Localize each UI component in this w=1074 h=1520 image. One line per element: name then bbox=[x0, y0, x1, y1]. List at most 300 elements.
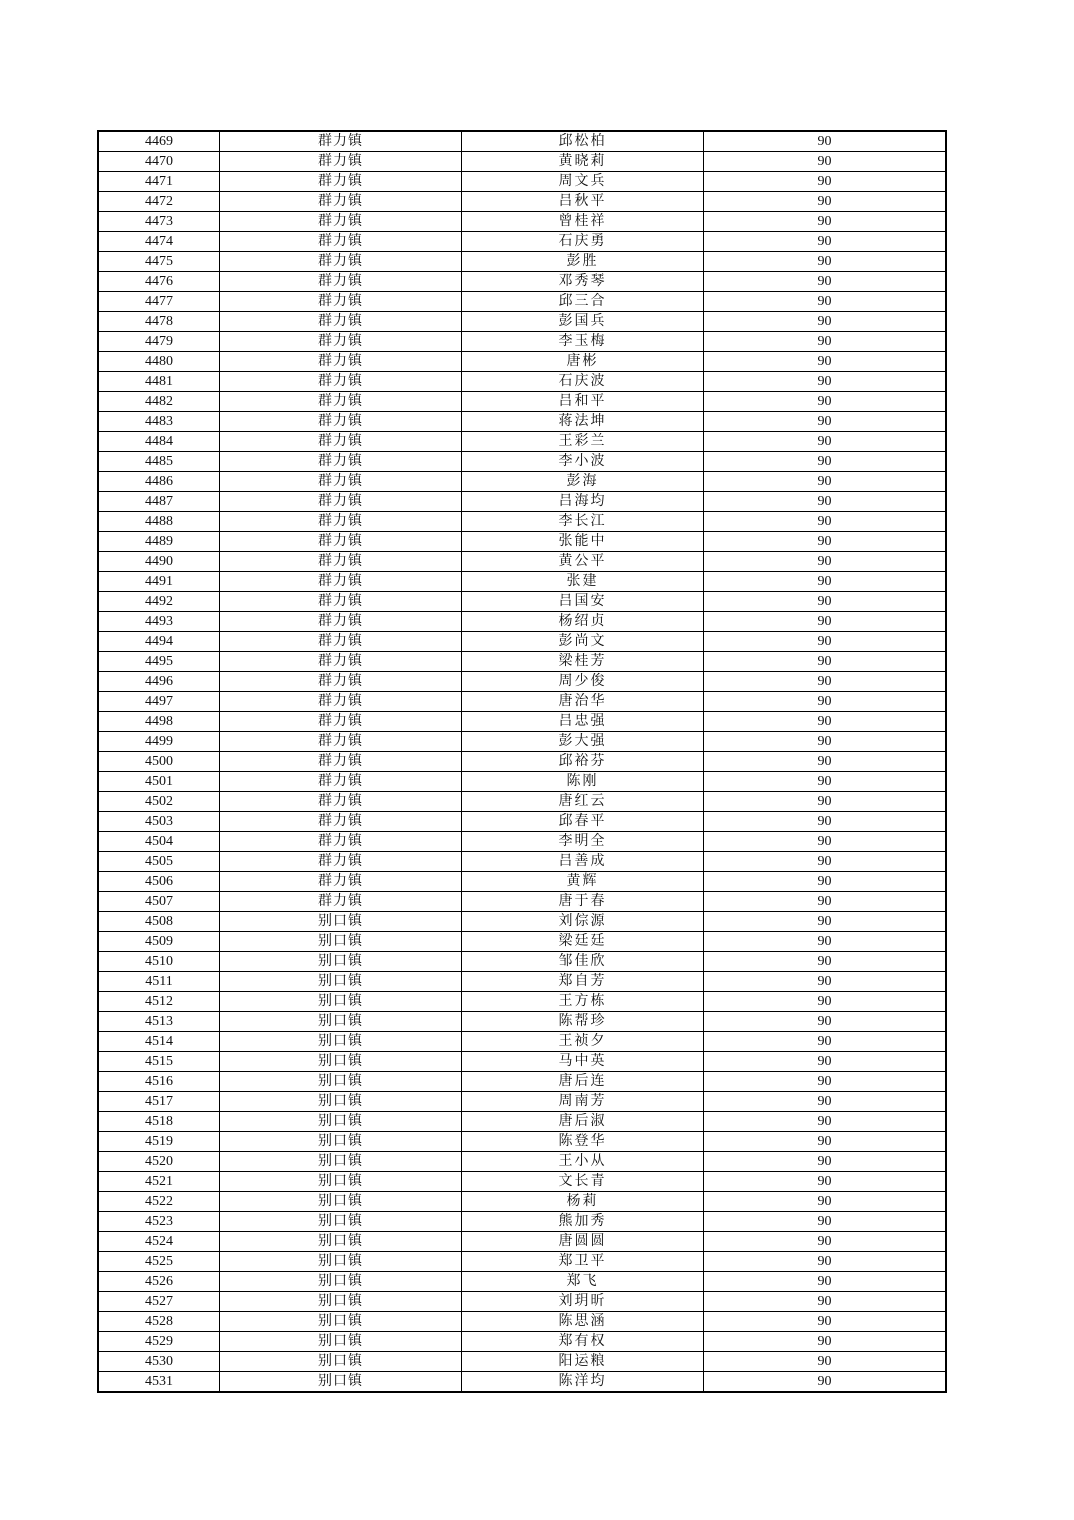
town-cell: 群力镇 bbox=[220, 412, 462, 432]
name-cell: 陈登华 bbox=[462, 1132, 704, 1152]
table-row bbox=[98, 792, 946, 812]
table-row bbox=[98, 1012, 946, 1032]
row-number-cell: 4515 bbox=[98, 1052, 220, 1072]
row-number-cell: 4488 bbox=[98, 512, 220, 532]
value-cell: 90 bbox=[704, 1272, 947, 1292]
table-row bbox=[98, 572, 946, 592]
town-cell: 群力镇 bbox=[220, 712, 462, 732]
town-cell: 别口镇 bbox=[220, 1052, 462, 1072]
name-cell: 吕国安 bbox=[462, 592, 704, 612]
row-number-cell: 4508 bbox=[98, 912, 220, 932]
name-cell: 石庆勇 bbox=[462, 232, 704, 252]
value-cell: 90 bbox=[704, 712, 947, 732]
name-cell: 张能中 bbox=[462, 532, 704, 552]
row-number-cell: 4524 bbox=[98, 1232, 220, 1252]
value-cell: 90 bbox=[704, 932, 947, 952]
town-cell: 群力镇 bbox=[220, 692, 462, 712]
table-row bbox=[98, 952, 946, 972]
town-cell: 别口镇 bbox=[220, 1092, 462, 1112]
table-row bbox=[98, 732, 946, 752]
row-number-cell: 4496 bbox=[98, 672, 220, 692]
row-number-cell: 4507 bbox=[98, 892, 220, 912]
name-cell: 邱松柏 bbox=[462, 131, 704, 152]
table-row bbox=[98, 1332, 946, 1352]
town-cell: 群力镇 bbox=[220, 292, 462, 312]
name-cell: 郑自芳 bbox=[462, 972, 704, 992]
table-row bbox=[98, 1132, 946, 1152]
name-cell: 邱裕芬 bbox=[462, 752, 704, 772]
row-number-cell: 4469 bbox=[98, 131, 220, 152]
value-cell: 90 bbox=[704, 472, 947, 492]
name-cell: 郑卫平 bbox=[462, 1252, 704, 1272]
row-number-cell: 4521 bbox=[98, 1172, 220, 1192]
table-row bbox=[98, 752, 946, 772]
row-number-cell: 4477 bbox=[98, 292, 220, 312]
row-number-cell: 4505 bbox=[98, 852, 220, 872]
table-row bbox=[98, 992, 946, 1012]
row-number-cell: 4497 bbox=[98, 692, 220, 712]
table-row bbox=[98, 152, 946, 172]
value-cell: 90 bbox=[704, 392, 947, 412]
value-cell: 90 bbox=[704, 732, 947, 752]
table-row bbox=[98, 1092, 946, 1112]
name-cell: 张建 bbox=[462, 572, 704, 592]
town-cell: 别口镇 bbox=[220, 1192, 462, 1212]
value-cell: 90 bbox=[704, 992, 947, 1012]
table-row bbox=[98, 1172, 946, 1192]
value-cell: 90 bbox=[704, 552, 947, 572]
table-row bbox=[98, 292, 946, 312]
town-cell: 别口镇 bbox=[220, 1012, 462, 1032]
name-cell: 马中英 bbox=[462, 1052, 704, 1072]
value-cell: 90 bbox=[704, 1192, 947, 1212]
name-cell: 杨莉 bbox=[462, 1192, 704, 1212]
table-row bbox=[98, 972, 946, 992]
value-cell: 90 bbox=[704, 1112, 947, 1132]
value-cell: 90 bbox=[704, 812, 947, 832]
town-cell: 群力镇 bbox=[220, 152, 462, 172]
value-cell: 90 bbox=[704, 852, 947, 872]
row-number-cell: 4513 bbox=[98, 1012, 220, 1032]
value-cell: 90 bbox=[704, 952, 947, 972]
row-number-cell: 4470 bbox=[98, 152, 220, 172]
name-cell: 唐红云 bbox=[462, 792, 704, 812]
town-cell: 群力镇 bbox=[220, 892, 462, 912]
row-number-cell: 4472 bbox=[98, 192, 220, 212]
table-row bbox=[98, 452, 946, 472]
town-cell: 群力镇 bbox=[220, 592, 462, 612]
table-row bbox=[98, 352, 946, 372]
table-row bbox=[98, 1212, 946, 1232]
value-cell: 90 bbox=[704, 232, 947, 252]
table-row bbox=[98, 131, 946, 152]
value-cell: 90 bbox=[704, 772, 947, 792]
value-cell: 90 bbox=[704, 1212, 947, 1232]
value-cell: 90 bbox=[704, 1372, 947, 1393]
name-cell: 黄晓莉 bbox=[462, 152, 704, 172]
row-number-cell: 4484 bbox=[98, 432, 220, 452]
town-cell: 群力镇 bbox=[220, 172, 462, 192]
table-row bbox=[98, 1052, 946, 1072]
table-row bbox=[98, 1032, 946, 1052]
town-cell: 别口镇 bbox=[220, 1112, 462, 1132]
table-row bbox=[98, 812, 946, 832]
table-row bbox=[98, 932, 946, 952]
value-cell: 90 bbox=[704, 752, 947, 772]
row-number-cell: 4526 bbox=[98, 1272, 220, 1292]
town-cell: 别口镇 bbox=[220, 1252, 462, 1272]
name-cell: 刘倧源 bbox=[462, 912, 704, 932]
value-cell: 90 bbox=[704, 272, 947, 292]
row-number-cell: 4531 bbox=[98, 1372, 220, 1393]
value-cell: 90 bbox=[704, 212, 947, 232]
row-number-cell: 4502 bbox=[98, 792, 220, 812]
table-row bbox=[98, 212, 946, 232]
name-cell: 彭胜 bbox=[462, 252, 704, 272]
value-cell: 90 bbox=[704, 632, 947, 652]
town-cell: 别口镇 bbox=[220, 912, 462, 932]
table-row bbox=[98, 492, 946, 512]
town-cell: 群力镇 bbox=[220, 672, 462, 692]
name-cell: 王小从 bbox=[462, 1152, 704, 1172]
table-row bbox=[98, 1292, 946, 1312]
town-cell: 群力镇 bbox=[220, 372, 462, 392]
row-number-cell: 4523 bbox=[98, 1212, 220, 1232]
town-cell: 群力镇 bbox=[220, 852, 462, 872]
town-cell: 群力镇 bbox=[220, 332, 462, 352]
row-number-cell: 4516 bbox=[98, 1072, 220, 1092]
row-number-cell: 4529 bbox=[98, 1332, 220, 1352]
value-cell: 90 bbox=[704, 1352, 947, 1372]
table-row bbox=[98, 272, 946, 292]
town-cell: 别口镇 bbox=[220, 1032, 462, 1052]
table-row bbox=[98, 172, 946, 192]
row-number-cell: 4503 bbox=[98, 812, 220, 832]
name-cell: 唐后连 bbox=[462, 1072, 704, 1092]
town-cell: 群力镇 bbox=[220, 752, 462, 772]
town-cell: 别口镇 bbox=[220, 1292, 462, 1312]
row-number-cell: 4520 bbox=[98, 1152, 220, 1172]
table-row bbox=[98, 1252, 946, 1272]
table-row bbox=[98, 692, 946, 712]
value-cell: 90 bbox=[704, 152, 947, 172]
table-row bbox=[98, 512, 946, 532]
table-row bbox=[98, 1232, 946, 1252]
table-row bbox=[98, 232, 946, 252]
name-cell: 王方栋 bbox=[462, 992, 704, 1012]
name-cell: 周文兵 bbox=[462, 172, 704, 192]
table-row bbox=[98, 332, 946, 352]
value-cell: 90 bbox=[704, 1312, 947, 1332]
value-cell: 90 bbox=[704, 1052, 947, 1072]
roster-table bbox=[97, 130, 947, 1393]
row-number-cell: 4489 bbox=[98, 532, 220, 552]
value-cell: 90 bbox=[704, 172, 947, 192]
row-number-cell: 4494 bbox=[98, 632, 220, 652]
value-cell: 90 bbox=[704, 432, 947, 452]
town-cell: 群力镇 bbox=[220, 792, 462, 812]
row-number-cell: 4528 bbox=[98, 1312, 220, 1332]
row-number-cell: 4492 bbox=[98, 592, 220, 612]
table-row bbox=[98, 912, 946, 932]
table-row bbox=[98, 852, 946, 872]
table-row bbox=[98, 832, 946, 852]
row-number-cell: 4509 bbox=[98, 932, 220, 952]
name-cell: 陈刚 bbox=[462, 772, 704, 792]
value-cell: 90 bbox=[704, 252, 947, 272]
value-cell: 90 bbox=[704, 592, 947, 612]
name-cell: 郑有权 bbox=[462, 1332, 704, 1352]
town-cell: 别口镇 bbox=[220, 1232, 462, 1252]
row-number-cell: 4471 bbox=[98, 172, 220, 192]
value-cell: 90 bbox=[704, 972, 947, 992]
town-cell: 群力镇 bbox=[220, 772, 462, 792]
table-row bbox=[98, 532, 946, 552]
town-cell: 群力镇 bbox=[220, 512, 462, 532]
name-cell: 陈思涵 bbox=[462, 1312, 704, 1332]
name-cell: 熊加秀 bbox=[462, 1212, 704, 1232]
name-cell: 黄公平 bbox=[462, 552, 704, 572]
name-cell: 吕善成 bbox=[462, 852, 704, 872]
row-number-cell: 4475 bbox=[98, 252, 220, 272]
town-cell: 别口镇 bbox=[220, 992, 462, 1012]
row-number-cell: 4491 bbox=[98, 572, 220, 592]
row-number-cell: 4486 bbox=[98, 472, 220, 492]
town-cell: 群力镇 bbox=[220, 832, 462, 852]
table-row bbox=[98, 892, 946, 912]
table-row bbox=[98, 1312, 946, 1332]
row-number-cell: 4493 bbox=[98, 612, 220, 632]
town-cell: 群力镇 bbox=[220, 232, 462, 252]
town-cell: 群力镇 bbox=[220, 432, 462, 452]
row-number-cell: 4527 bbox=[98, 1292, 220, 1312]
value-cell: 90 bbox=[704, 692, 947, 712]
town-cell: 别口镇 bbox=[220, 1132, 462, 1152]
value-cell: 90 bbox=[704, 1332, 947, 1352]
table-row bbox=[98, 712, 946, 732]
value-cell: 90 bbox=[704, 832, 947, 852]
town-cell: 群力镇 bbox=[220, 572, 462, 592]
name-cell: 王祯夕 bbox=[462, 1032, 704, 1052]
value-cell: 90 bbox=[704, 332, 947, 352]
table-row bbox=[98, 632, 946, 652]
name-cell: 唐治华 bbox=[462, 692, 704, 712]
value-cell: 90 bbox=[704, 1012, 947, 1032]
town-cell: 别口镇 bbox=[220, 952, 462, 972]
name-cell: 彭大强 bbox=[462, 732, 704, 752]
name-cell: 梁廷廷 bbox=[462, 932, 704, 952]
row-number-cell: 4518 bbox=[98, 1112, 220, 1132]
row-number-cell: 4499 bbox=[98, 732, 220, 752]
row-number-cell: 4506 bbox=[98, 872, 220, 892]
row-number-cell: 4530 bbox=[98, 1352, 220, 1372]
town-cell: 别口镇 bbox=[220, 1352, 462, 1372]
value-cell: 90 bbox=[704, 1252, 947, 1272]
name-cell: 周少俊 bbox=[462, 672, 704, 692]
name-cell: 彭国兵 bbox=[462, 312, 704, 332]
name-cell: 黄辉 bbox=[462, 872, 704, 892]
value-cell: 90 bbox=[704, 1152, 947, 1172]
row-number-cell: 4476 bbox=[98, 272, 220, 292]
value-cell: 90 bbox=[704, 192, 947, 212]
row-number-cell: 4479 bbox=[98, 332, 220, 352]
row-number-cell: 4501 bbox=[98, 772, 220, 792]
town-cell: 别口镇 bbox=[220, 1312, 462, 1332]
table-row bbox=[98, 1372, 946, 1393]
value-cell: 90 bbox=[704, 292, 947, 312]
town-cell: 群力镇 bbox=[220, 312, 462, 332]
table-row bbox=[98, 1192, 946, 1212]
table-row bbox=[98, 432, 946, 452]
row-number-cell: 4522 bbox=[98, 1192, 220, 1212]
value-cell: 90 bbox=[704, 612, 947, 632]
town-cell: 别口镇 bbox=[220, 1272, 462, 1292]
table-row bbox=[98, 1272, 946, 1292]
value-cell: 90 bbox=[704, 492, 947, 512]
row-number-cell: 4504 bbox=[98, 832, 220, 852]
value-cell: 90 bbox=[704, 352, 947, 372]
value-cell: 90 bbox=[704, 412, 947, 432]
row-number-cell: 4517 bbox=[98, 1092, 220, 1112]
name-cell: 吕和平 bbox=[462, 392, 704, 412]
town-cell: 群力镇 bbox=[220, 131, 462, 152]
town-cell: 群力镇 bbox=[220, 532, 462, 552]
table-row bbox=[98, 392, 946, 412]
value-cell: 90 bbox=[704, 672, 947, 692]
row-number-cell: 4495 bbox=[98, 652, 220, 672]
name-cell: 唐彬 bbox=[462, 352, 704, 372]
name-cell: 郑飞 bbox=[462, 1272, 704, 1292]
row-number-cell: 4481 bbox=[98, 372, 220, 392]
value-cell: 90 bbox=[704, 872, 947, 892]
town-cell: 群力镇 bbox=[220, 652, 462, 672]
value-cell: 90 bbox=[704, 452, 947, 472]
value-cell: 90 bbox=[704, 1132, 947, 1152]
row-number-cell: 4483 bbox=[98, 412, 220, 432]
name-cell: 文长青 bbox=[462, 1172, 704, 1192]
value-cell: 90 bbox=[704, 1232, 947, 1252]
town-cell: 群力镇 bbox=[220, 612, 462, 632]
town-cell: 别口镇 bbox=[220, 1172, 462, 1192]
town-cell: 群力镇 bbox=[220, 472, 462, 492]
name-cell: 吕忠强 bbox=[462, 712, 704, 732]
table-row bbox=[98, 472, 946, 492]
name-cell: 刘玥昕 bbox=[462, 1292, 704, 1312]
name-cell: 蒋法坤 bbox=[462, 412, 704, 432]
name-cell: 李明全 bbox=[462, 832, 704, 852]
town-cell: 别口镇 bbox=[220, 1152, 462, 1172]
name-cell: 邱三合 bbox=[462, 292, 704, 312]
table-row bbox=[98, 372, 946, 392]
name-cell: 梁桂芳 bbox=[462, 652, 704, 672]
row-number-cell: 4511 bbox=[98, 972, 220, 992]
name-cell: 杨绍贞 bbox=[462, 612, 704, 632]
table-row bbox=[98, 552, 946, 572]
name-cell: 曾桂祥 bbox=[462, 212, 704, 232]
value-cell: 90 bbox=[704, 1032, 947, 1052]
row-number-cell: 4512 bbox=[98, 992, 220, 1012]
value-cell: 90 bbox=[704, 792, 947, 812]
table-row bbox=[98, 1152, 946, 1172]
name-cell: 石庆波 bbox=[462, 372, 704, 392]
town-cell: 群力镇 bbox=[220, 252, 462, 272]
town-cell: 群力镇 bbox=[220, 192, 462, 212]
table-body bbox=[98, 131, 946, 1392]
name-cell: 彭海 bbox=[462, 472, 704, 492]
table-row bbox=[98, 612, 946, 632]
name-cell: 吕秋平 bbox=[462, 192, 704, 212]
table-row bbox=[98, 652, 946, 672]
value-cell: 90 bbox=[704, 131, 947, 152]
town-cell: 别口镇 bbox=[220, 1212, 462, 1232]
row-number-cell: 4473 bbox=[98, 212, 220, 232]
town-cell: 别口镇 bbox=[220, 1072, 462, 1092]
value-cell: 90 bbox=[704, 572, 947, 592]
table-row bbox=[98, 592, 946, 612]
value-cell: 90 bbox=[704, 1292, 947, 1312]
town-cell: 群力镇 bbox=[220, 352, 462, 372]
town-cell: 别口镇 bbox=[220, 972, 462, 992]
town-cell: 群力镇 bbox=[220, 872, 462, 892]
town-cell: 群力镇 bbox=[220, 632, 462, 652]
town-cell: 别口镇 bbox=[220, 1372, 462, 1393]
town-cell: 群力镇 bbox=[220, 552, 462, 572]
name-cell: 吕海均 bbox=[462, 492, 704, 512]
row-number-cell: 4485 bbox=[98, 452, 220, 472]
name-cell: 李小波 bbox=[462, 452, 704, 472]
table-row bbox=[98, 192, 946, 212]
table-row bbox=[98, 1112, 946, 1132]
row-number-cell: 4474 bbox=[98, 232, 220, 252]
town-cell: 群力镇 bbox=[220, 392, 462, 412]
row-number-cell: 4498 bbox=[98, 712, 220, 732]
table-row bbox=[98, 412, 946, 432]
name-cell: 李长江 bbox=[462, 512, 704, 532]
value-cell: 90 bbox=[704, 892, 947, 912]
name-cell: 唐圆圆 bbox=[462, 1232, 704, 1252]
table-row bbox=[98, 672, 946, 692]
table-row bbox=[98, 1352, 946, 1372]
town-cell: 群力镇 bbox=[220, 212, 462, 232]
value-cell: 90 bbox=[704, 512, 947, 532]
table-row bbox=[98, 312, 946, 332]
row-number-cell: 4487 bbox=[98, 492, 220, 512]
value-cell: 90 bbox=[704, 912, 947, 932]
value-cell: 90 bbox=[704, 372, 947, 392]
name-cell: 彭尚文 bbox=[462, 632, 704, 652]
name-cell: 邹佳欣 bbox=[462, 952, 704, 972]
value-cell: 90 bbox=[704, 1092, 947, 1112]
town-cell: 群力镇 bbox=[220, 732, 462, 752]
name-cell: 王彩兰 bbox=[462, 432, 704, 452]
row-number-cell: 4480 bbox=[98, 352, 220, 372]
name-cell: 周南芳 bbox=[462, 1092, 704, 1112]
value-cell: 90 bbox=[704, 1172, 947, 1192]
table-row bbox=[98, 1072, 946, 1092]
row-number-cell: 4514 bbox=[98, 1032, 220, 1052]
name-cell: 唐后淑 bbox=[462, 1112, 704, 1132]
town-cell: 群力镇 bbox=[220, 492, 462, 512]
table-row bbox=[98, 872, 946, 892]
name-cell: 陈洋均 bbox=[462, 1372, 704, 1393]
name-cell: 邱春平 bbox=[462, 812, 704, 832]
row-number-cell: 4510 bbox=[98, 952, 220, 972]
town-cell: 别口镇 bbox=[220, 1332, 462, 1352]
town-cell: 群力镇 bbox=[220, 812, 462, 832]
value-cell: 90 bbox=[704, 1072, 947, 1092]
name-cell: 唐于春 bbox=[462, 892, 704, 912]
table-row bbox=[98, 252, 946, 272]
